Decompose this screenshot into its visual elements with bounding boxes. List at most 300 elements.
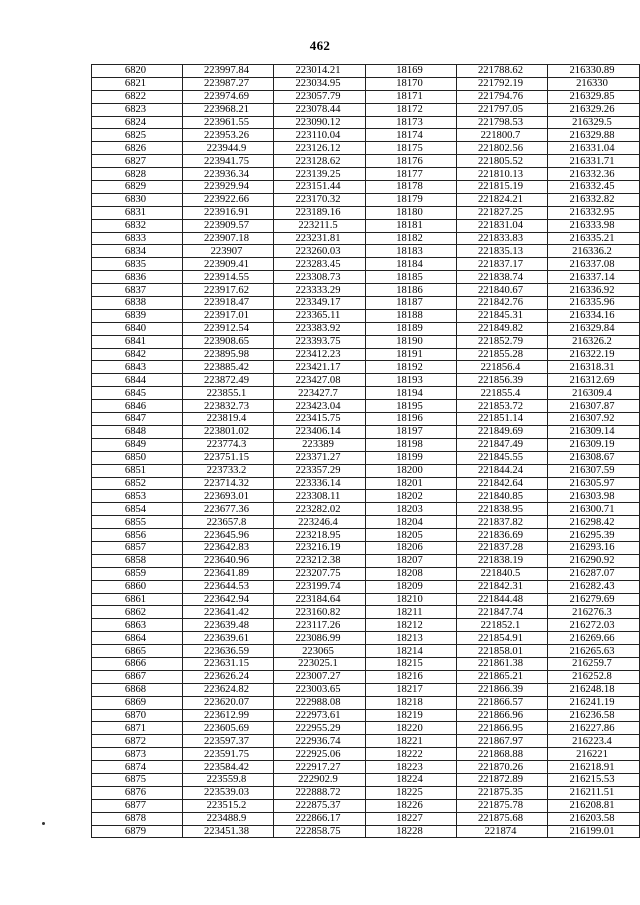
point-number-cell: 6835 (92, 258, 183, 271)
point-number-cell: 18208 (366, 567, 457, 580)
y-coordinate-cell: 216279.69 (548, 593, 640, 606)
x-coordinate-cell: 223909.41 (183, 258, 274, 271)
point-number-cell: 18215 (366, 657, 457, 670)
x-coordinate-cell: 221875.35 (457, 786, 548, 799)
x-coordinate-cell: 223917.62 (183, 284, 274, 297)
table-row (92, 309, 640, 322)
x-coordinate-cell: 221842.31 (457, 580, 548, 593)
y-coordinate-cell: 216227.86 (548, 722, 640, 735)
point-number-cell: 6825 (92, 129, 183, 142)
point-number-cell: 18183 (366, 245, 457, 258)
point-number-cell: 6839 (92, 309, 183, 322)
x-coordinate-cell: 221874 (457, 825, 548, 838)
point-number-cell: 6874 (92, 761, 183, 774)
x-coordinate-cell: 221837.82 (457, 516, 548, 529)
point-number-cell: 6828 (92, 168, 183, 181)
y-coordinate-cell: 223427.08 (274, 374, 366, 387)
x-coordinate-cell: 221827.25 (457, 206, 548, 219)
point-number-cell: 18206 (366, 541, 457, 554)
point-number-cell: 6840 (92, 322, 183, 335)
table-row (92, 580, 640, 593)
x-coordinate-cell: 223714.32 (183, 477, 274, 490)
x-coordinate-cell: 223751.15 (183, 451, 274, 464)
point-number-cell: 18224 (366, 773, 457, 786)
point-number-cell: 18172 (366, 103, 457, 116)
y-coordinate-cell: 223126.12 (274, 142, 366, 155)
x-coordinate-cell: 223917.01 (183, 309, 274, 322)
x-coordinate-cell: 223774.3 (183, 438, 274, 451)
y-coordinate-cell: 216269.66 (548, 632, 640, 645)
y-coordinate-cell: 223086.99 (274, 632, 366, 645)
table-row (92, 567, 640, 580)
point-number-cell: 6845 (92, 387, 183, 400)
table-row (92, 773, 640, 786)
x-coordinate-cell: 221852.1 (457, 619, 548, 632)
table-row (92, 670, 640, 683)
x-coordinate-cell: 221831.04 (457, 219, 548, 232)
y-coordinate-cell: 222902.9 (274, 773, 366, 786)
table-row (92, 219, 640, 232)
table-row (92, 322, 640, 335)
y-coordinate-cell: 216322.19 (548, 348, 640, 361)
y-coordinate-cell: 216332.36 (548, 168, 640, 181)
x-coordinate-cell: 223642.94 (183, 593, 274, 606)
x-coordinate-cell: 221847.74 (457, 606, 548, 619)
x-coordinate-cell: 223639.48 (183, 619, 274, 632)
point-number-cell: 18222 (366, 748, 457, 761)
y-coordinate-cell: 216331.71 (548, 155, 640, 168)
table-row (92, 451, 640, 464)
table-row (92, 348, 640, 361)
x-coordinate-cell: 223641.42 (183, 606, 274, 619)
y-coordinate-cell: 222917.27 (274, 761, 366, 774)
y-coordinate-cell: 216295.39 (548, 529, 640, 542)
y-coordinate-cell: 216203.58 (548, 812, 640, 825)
x-coordinate-cell: 223832.73 (183, 400, 274, 413)
y-coordinate-cell: 216307.59 (548, 464, 640, 477)
table-row (92, 554, 640, 567)
point-number-cell: 6878 (92, 812, 183, 825)
y-coordinate-cell: 223128.62 (274, 155, 366, 168)
point-number-cell: 18173 (366, 116, 457, 129)
y-coordinate-cell: 223423.04 (274, 400, 366, 413)
y-coordinate-cell: 223336.14 (274, 477, 366, 490)
point-number-cell: 6871 (92, 722, 183, 735)
x-coordinate-cell: 221855.28 (457, 348, 548, 361)
table-row (92, 683, 640, 696)
point-number-cell: 18187 (366, 297, 457, 310)
x-coordinate-cell: 223636.59 (183, 645, 274, 658)
point-number-cell: 6876 (92, 786, 183, 799)
x-coordinate-cell: 223974.69 (183, 90, 274, 103)
y-coordinate-cell: 222925.06 (274, 748, 366, 761)
y-coordinate-cell: 216199.01 (548, 825, 640, 838)
point-number-cell: 18177 (366, 168, 457, 181)
y-coordinate-cell: 216331.04 (548, 142, 640, 155)
point-number-cell: 6834 (92, 245, 183, 258)
table-row (92, 657, 640, 670)
point-number-cell: 18184 (366, 258, 457, 271)
point-number-cell: 6862 (92, 606, 183, 619)
point-number-cell: 18220 (366, 722, 457, 735)
y-coordinate-cell: 216272.03 (548, 619, 640, 632)
table-row (92, 761, 640, 774)
table-row (92, 271, 640, 284)
point-number-cell: 6849 (92, 438, 183, 451)
x-coordinate-cell: 223626.24 (183, 670, 274, 683)
point-number-cell: 6866 (92, 657, 183, 670)
y-coordinate-cell: 223090.12 (274, 116, 366, 129)
y-coordinate-cell: 216248.18 (548, 683, 640, 696)
x-coordinate-cell: 221824.21 (457, 193, 548, 206)
y-coordinate-cell: 223371.27 (274, 451, 366, 464)
point-number-cell: 6846 (92, 400, 183, 413)
x-coordinate-cell: 221851.14 (457, 413, 548, 426)
x-coordinate-cell: 223559.8 (183, 773, 274, 786)
x-coordinate-cell: 223944.9 (183, 142, 274, 155)
point-number-cell: 18197 (366, 425, 457, 438)
point-number-cell: 18209 (366, 580, 457, 593)
x-coordinate-cell: 221856.4 (457, 361, 548, 374)
y-coordinate-cell: 223151.44 (274, 181, 366, 194)
y-coordinate-cell: 223282.02 (274, 503, 366, 516)
point-number-cell: 6824 (92, 116, 183, 129)
x-coordinate-cell: 221852.79 (457, 335, 548, 348)
y-coordinate-cell: 216329.84 (548, 322, 640, 335)
x-coordinate-cell: 223597.37 (183, 735, 274, 748)
point-number-cell: 18207 (366, 554, 457, 567)
coordinates-table (91, 64, 640, 838)
y-coordinate-cell: 223025.1 (274, 657, 366, 670)
table-row (92, 245, 640, 258)
x-coordinate-cell: 221872.89 (457, 773, 548, 786)
x-coordinate-cell: 223872.49 (183, 374, 274, 387)
point-number-cell: 6875 (92, 773, 183, 786)
y-coordinate-cell: 216282.43 (548, 580, 640, 593)
table-row (92, 541, 640, 554)
y-coordinate-cell: 223034.95 (274, 77, 366, 90)
x-coordinate-cell: 223644.53 (183, 580, 274, 593)
y-coordinate-cell: 223389 (274, 438, 366, 451)
x-coordinate-cell: 221794.76 (457, 90, 548, 103)
y-coordinate-cell: 223283.45 (274, 258, 366, 271)
point-number-cell: 6826 (92, 142, 183, 155)
y-coordinate-cell: 216276.3 (548, 606, 640, 619)
y-coordinate-cell: 223393.75 (274, 335, 366, 348)
x-coordinate-cell: 223914.55 (183, 271, 274, 284)
y-coordinate-cell: 222866.17 (274, 812, 366, 825)
x-coordinate-cell: 221866.39 (457, 683, 548, 696)
table-row (92, 335, 640, 348)
x-coordinate-cell: 223929.94 (183, 181, 274, 194)
x-coordinate-cell: 221805.52 (457, 155, 548, 168)
x-coordinate-cell: 221792.19 (457, 77, 548, 90)
table-row (92, 490, 640, 503)
table-row (92, 606, 640, 619)
y-coordinate-cell: 216332.95 (548, 206, 640, 219)
y-coordinate-cell: 223139.25 (274, 168, 366, 181)
table-row (92, 142, 640, 155)
x-coordinate-cell: 221856.39 (457, 374, 548, 387)
y-coordinate-cell: 223218.95 (274, 529, 366, 542)
point-number-cell: 18223 (366, 761, 457, 774)
point-number-cell: 18204 (366, 516, 457, 529)
y-coordinate-cell: 216309.14 (548, 425, 640, 438)
point-number-cell: 18218 (366, 696, 457, 709)
point-number-cell: 6821 (92, 77, 183, 90)
point-number-cell: 6858 (92, 554, 183, 567)
y-coordinate-cell: 223415.75 (274, 413, 366, 426)
y-coordinate-cell: 216290.92 (548, 554, 640, 567)
table-row (92, 387, 640, 400)
y-coordinate-cell: 222858.75 (274, 825, 366, 838)
y-coordinate-cell: 223003.65 (274, 683, 366, 696)
y-coordinate-cell: 223189.16 (274, 206, 366, 219)
y-coordinate-cell: 223427.7 (274, 387, 366, 400)
point-number-cell: 18193 (366, 374, 457, 387)
point-number-cell: 18192 (366, 361, 457, 374)
y-coordinate-cell: 223160.82 (274, 606, 366, 619)
y-coordinate-cell: 216330 (548, 77, 640, 90)
x-coordinate-cell: 223639.61 (183, 632, 274, 645)
x-coordinate-cell: 223936.34 (183, 168, 274, 181)
x-coordinate-cell: 221875.68 (457, 812, 548, 825)
point-number-cell: 6856 (92, 529, 183, 542)
y-coordinate-cell: 216208.81 (548, 799, 640, 812)
x-coordinate-cell: 221810.13 (457, 168, 548, 181)
point-number-cell: 18205 (366, 529, 457, 542)
point-number-cell: 18174 (366, 129, 457, 142)
x-coordinate-cell: 221875.78 (457, 799, 548, 812)
x-coordinate-cell: 221788.62 (457, 65, 548, 78)
point-number-cell: 6861 (92, 593, 183, 606)
y-coordinate-cell: 222875.37 (274, 799, 366, 812)
point-number-cell: 6867 (92, 670, 183, 683)
x-coordinate-cell: 223941.75 (183, 155, 274, 168)
x-coordinate-cell: 221802.56 (457, 142, 548, 155)
point-number-cell: 6847 (92, 413, 183, 426)
point-number-cell: 18178 (366, 181, 457, 194)
x-coordinate-cell: 223819.4 (183, 413, 274, 426)
y-coordinate-cell: 222888.72 (274, 786, 366, 799)
point-number-cell: 18176 (366, 155, 457, 168)
point-number-cell: 18188 (366, 309, 457, 322)
x-coordinate-cell: 221797.05 (457, 103, 548, 116)
point-number-cell: 6850 (92, 451, 183, 464)
y-coordinate-cell: 223207.75 (274, 567, 366, 580)
x-coordinate-cell: 223693.01 (183, 490, 274, 503)
y-coordinate-cell: 223406.14 (274, 425, 366, 438)
x-coordinate-cell: 221844.24 (457, 464, 548, 477)
x-coordinate-cell: 223987.27 (183, 77, 274, 90)
x-coordinate-cell: 221840.67 (457, 284, 548, 297)
point-number-cell: 18200 (366, 464, 457, 477)
y-coordinate-cell: 223308.11 (274, 490, 366, 503)
y-coordinate-cell: 216312.69 (548, 374, 640, 387)
y-coordinate-cell: 216221 (548, 748, 640, 761)
point-number-cell: 6836 (92, 271, 183, 284)
y-coordinate-cell: 216332.82 (548, 193, 640, 206)
x-coordinate-cell: 221798.53 (457, 116, 548, 129)
x-coordinate-cell: 223885.42 (183, 361, 274, 374)
table-row (92, 619, 640, 632)
x-coordinate-cell: 221853.72 (457, 400, 548, 413)
x-coordinate-cell: 221845.31 (457, 309, 548, 322)
y-coordinate-cell: 223216.19 (274, 541, 366, 554)
x-coordinate-cell: 223918.47 (183, 297, 274, 310)
x-coordinate-cell: 223539.03 (183, 786, 274, 799)
point-number-cell: 6865 (92, 645, 183, 658)
x-coordinate-cell: 221867.97 (457, 735, 548, 748)
y-coordinate-cell: 216333.98 (548, 219, 640, 232)
x-coordinate-cell: 221855.4 (457, 387, 548, 400)
x-coordinate-cell: 221849.69 (457, 425, 548, 438)
point-number-cell: 18190 (366, 335, 457, 348)
point-number-cell: 18219 (366, 709, 457, 722)
y-coordinate-cell: 223308.73 (274, 271, 366, 284)
point-number-cell: 18221 (366, 735, 457, 748)
table-row (92, 696, 640, 709)
point-number-cell: 6855 (92, 516, 183, 529)
y-coordinate-cell: 223065 (274, 645, 366, 658)
point-number-cell: 6868 (92, 683, 183, 696)
x-coordinate-cell: 223645.96 (183, 529, 274, 542)
table-row (92, 155, 640, 168)
x-coordinate-cell: 221866.57 (457, 696, 548, 709)
point-number-cell: 18225 (366, 786, 457, 799)
table-row (92, 799, 640, 812)
point-number-cell: 18189 (366, 322, 457, 335)
x-coordinate-cell: 223909.57 (183, 219, 274, 232)
x-coordinate-cell: 223908.65 (183, 335, 274, 348)
y-coordinate-cell: 216334.16 (548, 309, 640, 322)
table-row (92, 825, 640, 838)
x-coordinate-cell: 221865.21 (457, 670, 548, 683)
point-number-cell: 18191 (366, 348, 457, 361)
table-row (92, 413, 640, 426)
x-coordinate-cell: 221836.69 (457, 529, 548, 542)
y-coordinate-cell: 223184.64 (274, 593, 366, 606)
point-number-cell: 18213 (366, 632, 457, 645)
table-row (92, 529, 640, 542)
point-number-cell: 6833 (92, 232, 183, 245)
point-number-cell: 18186 (366, 284, 457, 297)
y-coordinate-cell: 223357.29 (274, 464, 366, 477)
point-number-cell: 6860 (92, 580, 183, 593)
x-coordinate-cell: 221849.82 (457, 322, 548, 335)
point-number-cell: 6873 (92, 748, 183, 761)
table-row (92, 116, 640, 129)
x-coordinate-cell: 223488.9 (183, 812, 274, 825)
point-number-cell: 6843 (92, 361, 183, 374)
y-coordinate-cell: 223260.03 (274, 245, 366, 258)
table-row (92, 77, 640, 90)
point-number-cell: 18201 (366, 477, 457, 490)
table-row (92, 297, 640, 310)
point-number-cell: 6872 (92, 735, 183, 748)
table-row (92, 103, 640, 116)
table-row (92, 722, 640, 735)
x-coordinate-cell: 221838.95 (457, 503, 548, 516)
y-coordinate-cell: 216326.2 (548, 335, 640, 348)
y-coordinate-cell: 216223.4 (548, 735, 640, 748)
y-coordinate-cell: 222973.61 (274, 709, 366, 722)
x-coordinate-cell: 221858.01 (457, 645, 548, 658)
x-coordinate-cell: 221847.49 (457, 438, 548, 451)
x-coordinate-cell: 221868.88 (457, 748, 548, 761)
y-coordinate-cell: 223110.04 (274, 129, 366, 142)
y-coordinate-cell: 216303.98 (548, 490, 640, 503)
point-number-cell: 6854 (92, 503, 183, 516)
x-coordinate-cell: 223997.84 (183, 65, 274, 78)
y-coordinate-cell: 222955.29 (274, 722, 366, 735)
stray-mark (42, 822, 45, 825)
x-coordinate-cell: 223922.66 (183, 193, 274, 206)
point-number-cell: 6859 (92, 567, 183, 580)
y-coordinate-cell: 216329.85 (548, 90, 640, 103)
y-coordinate-cell: 216305.97 (548, 477, 640, 490)
y-coordinate-cell: 223412.23 (274, 348, 366, 361)
x-coordinate-cell: 223612.99 (183, 709, 274, 722)
y-coordinate-cell: 216336.2 (548, 245, 640, 258)
y-coordinate-cell: 223333.29 (274, 284, 366, 297)
point-number-cell: 18199 (366, 451, 457, 464)
table-row (92, 65, 640, 78)
x-coordinate-cell: 223968.21 (183, 103, 274, 116)
point-number-cell: 6877 (92, 799, 183, 812)
y-coordinate-cell: 223170.32 (274, 193, 366, 206)
point-number-cell: 18198 (366, 438, 457, 451)
point-number-cell: 18180 (366, 206, 457, 219)
x-coordinate-cell: 221840.85 (457, 490, 548, 503)
point-number-cell: 6851 (92, 464, 183, 477)
x-coordinate-cell: 223916.91 (183, 206, 274, 219)
point-number-cell: 6823 (92, 103, 183, 116)
x-coordinate-cell: 221838.19 (457, 554, 548, 567)
table-row (92, 206, 640, 219)
y-coordinate-cell: 223349.17 (274, 297, 366, 310)
point-number-cell: 6837 (92, 284, 183, 297)
y-coordinate-cell: 216265.63 (548, 645, 640, 658)
y-coordinate-cell: 216307.92 (548, 413, 640, 426)
x-coordinate-cell: 223624.82 (183, 683, 274, 696)
y-coordinate-cell: 216329.5 (548, 116, 640, 129)
point-number-cell: 18171 (366, 90, 457, 103)
y-coordinate-cell: 222936.74 (274, 735, 366, 748)
y-coordinate-cell: 216259.7 (548, 657, 640, 670)
point-number-cell: 18194 (366, 387, 457, 400)
y-coordinate-cell: 216335.21 (548, 232, 640, 245)
table-row (92, 181, 640, 194)
x-coordinate-cell: 221842.64 (457, 477, 548, 490)
y-coordinate-cell: 223231.81 (274, 232, 366, 245)
table-row (92, 503, 640, 516)
y-coordinate-cell: 216293.16 (548, 541, 640, 554)
table-row (92, 193, 640, 206)
table-row (92, 425, 640, 438)
point-number-cell: 18211 (366, 606, 457, 619)
x-coordinate-cell: 221844.48 (457, 593, 548, 606)
point-number-cell: 18214 (366, 645, 457, 658)
point-number-cell: 18217 (366, 683, 457, 696)
x-coordinate-cell: 223733.2 (183, 464, 274, 477)
y-coordinate-cell: 223421.17 (274, 361, 366, 374)
y-coordinate-cell: 216211.51 (548, 786, 640, 799)
x-coordinate-cell: 223620.07 (183, 696, 274, 709)
x-coordinate-cell: 223895.98 (183, 348, 274, 361)
x-coordinate-cell: 223907 (183, 245, 274, 258)
x-coordinate-cell: 223855.1 (183, 387, 274, 400)
